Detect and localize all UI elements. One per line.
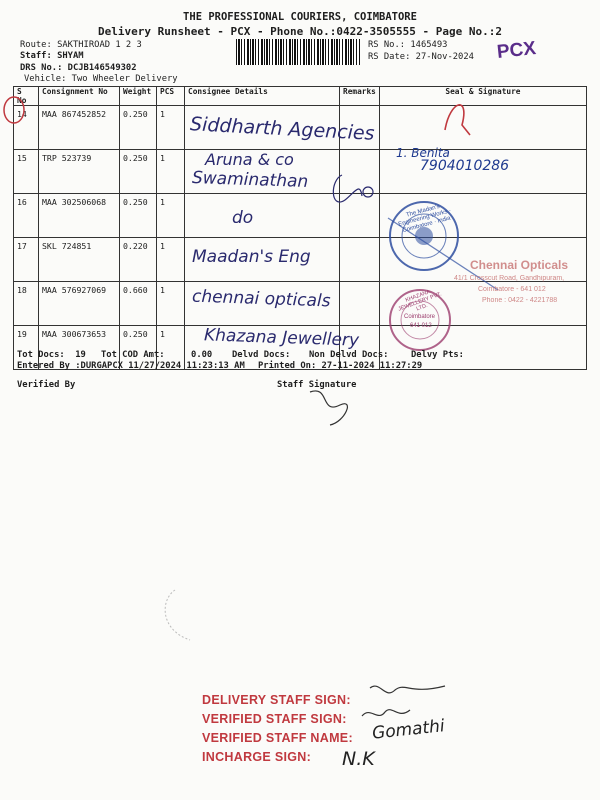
- incharge-sign-value: N.K: [342, 748, 375, 770]
- handwritten-consignee-19: Khazana Jewellery: [203, 325, 360, 351]
- col-weight: Weight: [120, 87, 157, 106]
- cell-sno: 15: [14, 150, 39, 194]
- cell-sno: 14: [14, 106, 39, 150]
- cell-consignment: SKL 724851: [39, 238, 120, 282]
- faint-bleed-mark: [165, 590, 190, 640]
- handwritten-consignee-15b: Swaminathan: [191, 167, 309, 193]
- cell-weight: 0.250: [120, 194, 157, 238]
- cell-consignment: MAA 576927069: [39, 282, 120, 326]
- delivery-points: Delvy Pts:: [411, 350, 464, 360]
- cell-weight: 0.660: [120, 282, 157, 326]
- circle-mark: [363, 187, 373, 197]
- delivered-docs: Delvd Docs:: [232, 350, 291, 360]
- handwritten-consignee-15a: Aruna & co: [205, 150, 294, 169]
- red-tick-mark: [445, 105, 470, 135]
- drs-number: DRS No.: DCJB146549302: [20, 63, 137, 73]
- col-consignment: Consignment No: [39, 87, 120, 106]
- staff-signature-label: Staff Signature: [277, 380, 357, 390]
- cell-pcs: 1: [157, 238, 185, 282]
- cell-sno: 19: [14, 326, 39, 370]
- verified-by-label: Verified By: [17, 380, 76, 390]
- staff-signature-scribble: [310, 391, 347, 425]
- handwritten-consignee-17: Maadan's Eng: [192, 247, 311, 267]
- col-consignee: Consignee Details: [185, 87, 340, 106]
- cell-pcs: 1: [157, 150, 185, 194]
- total-cod: Tot COD Amt: 0.00: [101, 350, 213, 360]
- rs-date: RS Date: 27-Nov-2024: [368, 52, 474, 62]
- engineering-stamp-text: The Madan's Engineering Works · Coimbatore · India: [397, 203, 452, 235]
- cell-pcs: 1: [157, 106, 185, 150]
- optical-stamp-address1: 41/1 Crosscut Road, Gandhipuram,: [454, 275, 565, 282]
- cell-consignment: MAA 867452852: [39, 106, 120, 150]
- optical-stamp-phone: Phone : 0422 - 4221788: [482, 297, 558, 304]
- receiver-phone: 7904010286: [420, 158, 510, 174]
- jewellery-stamp-city: Coimbatore: [404, 314, 436, 320]
- cell-sno: 18: [14, 282, 39, 326]
- cell-pcs: 1: [157, 194, 185, 238]
- cell-weight: 0.220: [120, 238, 157, 282]
- printed-on: Printed On: 27-11-2024 11:27:29: [258, 361, 423, 371]
- handwritten-consignee-16: do: [232, 208, 254, 228]
- total-docs: Tot Docs: 19: [17, 350, 86, 360]
- col-sno: S No: [14, 87, 39, 106]
- cell-sno: 17: [14, 238, 39, 282]
- vehicle-label: Vehicle: Two Wheeler Delivery: [24, 74, 178, 84]
- cell-pcs: 1: [157, 326, 185, 370]
- red-circle-mark: [4, 97, 24, 123]
- bracket-mark: [333, 175, 362, 202]
- pcx-stamp: PCX: [495, 38, 538, 63]
- delivery-signature-scribble: [370, 686, 445, 693]
- handwritten-consignee-18: chennai opticals: [191, 286, 331, 312]
- receiver-name: 1. Benita: [396, 146, 450, 160]
- cell-sno: 16: [14, 194, 39, 238]
- cell-pcs: 1: [157, 282, 185, 326]
- non-delivered-docs: Non Delvd Docs:: [309, 350, 389, 360]
- verified-staff-sign-label: VERIFIED STAFF SIGN:: [202, 712, 347, 726]
- cell-weight: 0.250: [120, 150, 157, 194]
- entered-by: Entered By :DURGAPCX 11/27/2024 11:23:13 AM: [17, 361, 245, 371]
- col-seal: Seal & Signature: [379, 87, 586, 106]
- company-title: THE PROFESSIONAL COURIERS, COIMBATORE: [183, 11, 417, 23]
- col-remarks: Remarks: [340, 87, 380, 106]
- verified-signature-scribble: [362, 710, 410, 716]
- handwritten-consignee-14: Siddharth Agencies: [189, 113, 376, 145]
- cell-consignment: TRP 523739: [39, 150, 120, 194]
- cell-weight: 0.250: [120, 106, 157, 150]
- delivery-staff-sign-label: DELIVERY STAFF SIGN:: [202, 693, 351, 707]
- route-label: Route: SAKTHIROAD 1 2 3: [20, 40, 142, 50]
- verified-staff-name-value: Gomathi: [371, 716, 446, 744]
- runsheet-subtitle: Delivery Runsheet - PCX - Phone No.:0422-3505555 - Page No.:2: [98, 25, 502, 38]
- jewellery-stamp-pin: 641 012: [410, 323, 432, 329]
- rs-number: RS No.: 1465493: [368, 40, 448, 50]
- optical-stamp-name: Chennai Opticals: [470, 258, 569, 272]
- incharge-sign-label: INCHARGE SIGN:: [202, 750, 312, 764]
- verified-staff-name-label: VERIFIED STAFF NAME:: [202, 731, 353, 745]
- cell-weight: 0.250: [120, 326, 157, 370]
- staff-label: Staff: SHYAM: [20, 51, 84, 61]
- col-pcs: PCS: [157, 87, 185, 106]
- jewellery-stamp-ring: KHAZANA JEWELLERY PVT. LTD.: [397, 289, 443, 313]
- cell-consignment: MAA 302506068: [39, 194, 120, 238]
- optical-stamp-address2: Coimbatore - 641 012: [478, 286, 546, 293]
- cell-consignment: MAA 300673653: [39, 326, 120, 370]
